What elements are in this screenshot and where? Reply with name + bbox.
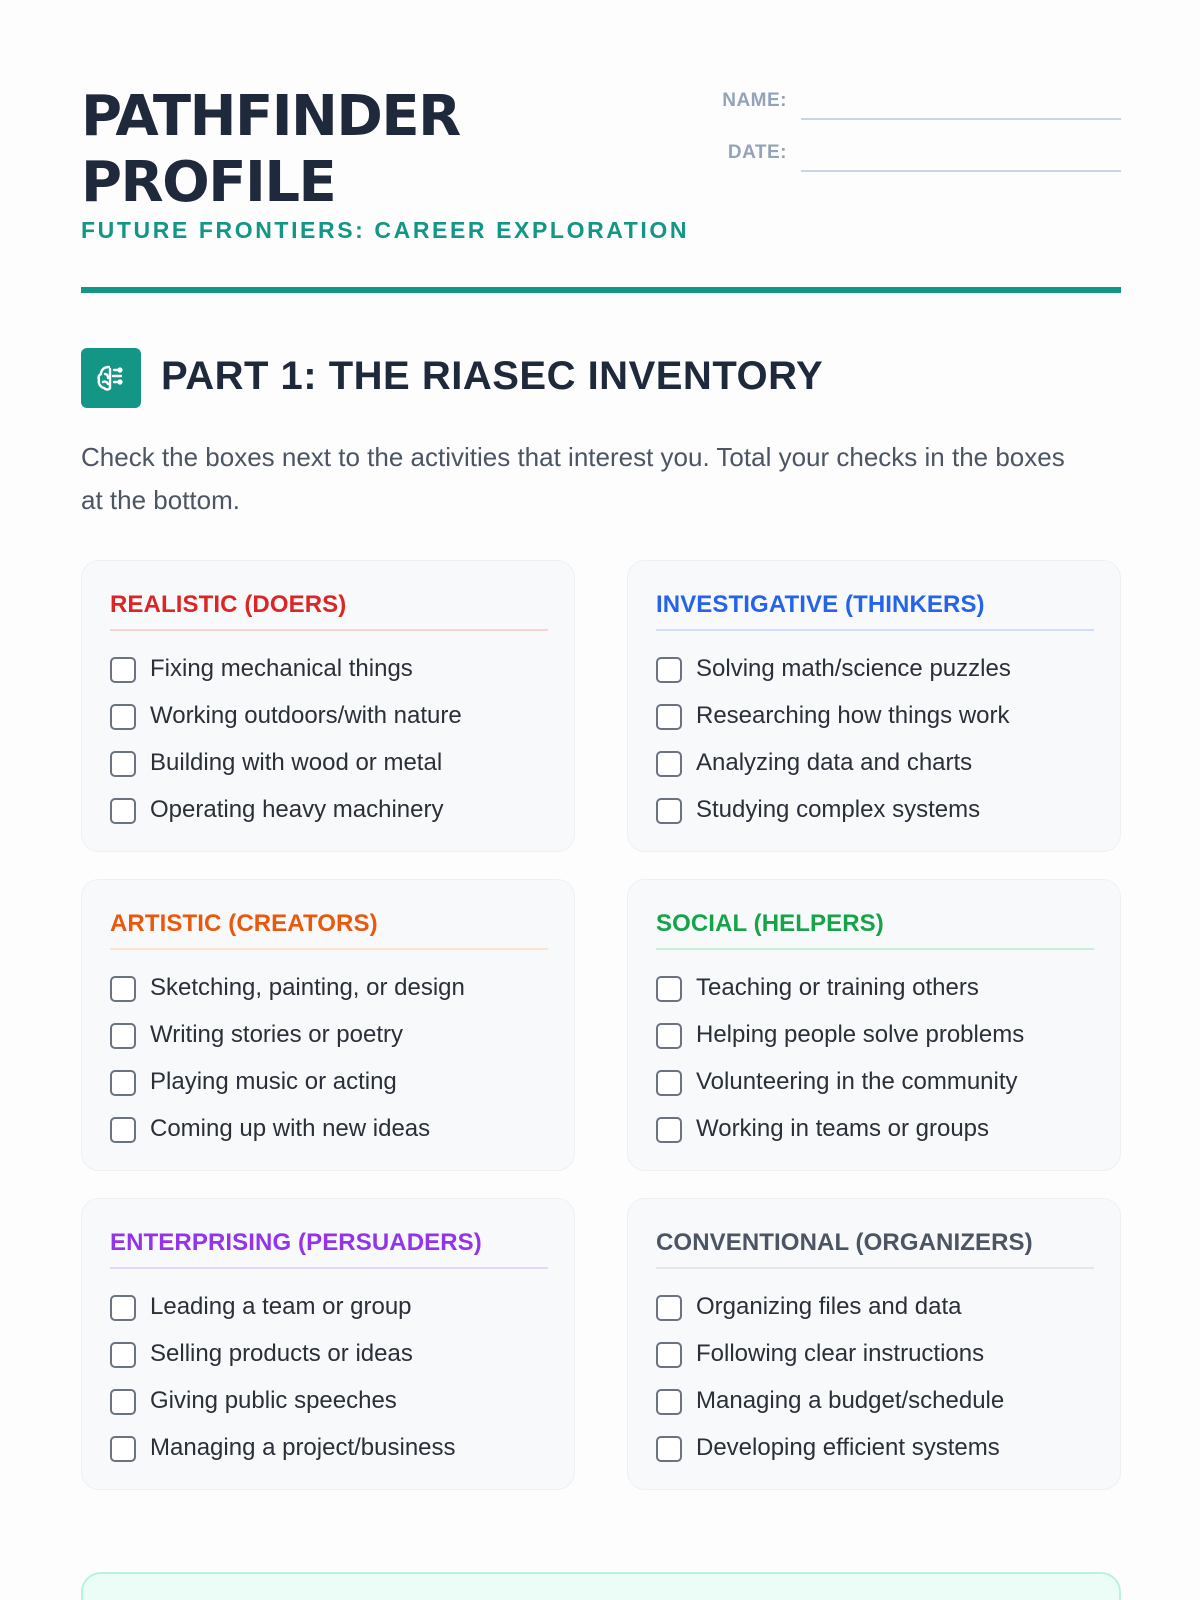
card-artistic [81, 879, 575, 1171]
card-investigative [627, 560, 1121, 852]
item-label: Researching how things work [696, 702, 1010, 729]
card-title: CONVENTIONAL (ORGANIZERS) [656, 1229, 1033, 1256]
card-title: ARTISTIC (CREATORS) [110, 910, 378, 937]
item-label: Analyzing data and charts [696, 749, 973, 776]
checkbox[interactable] [110, 1117, 136, 1143]
item-label: Leading a team or group [150, 1293, 412, 1320]
checkbox[interactable] [110, 1342, 136, 1368]
list-item[interactable] [110, 1385, 550, 1417]
list-item[interactable] [656, 1019, 1096, 1051]
checkbox[interactable] [656, 751, 682, 777]
list-item[interactable] [656, 1291, 1096, 1323]
brain-icon [81, 348, 141, 408]
date-line[interactable] [801, 170, 1121, 172]
item-label: Following clear instructions [696, 1340, 985, 1367]
checkbox[interactable] [110, 976, 136, 1002]
checkbox[interactable] [656, 657, 682, 683]
item-label: Managing a project/business [150, 1434, 456, 1461]
card-divider [110, 629, 548, 631]
item-label: Managing a budget/schedule [696, 1387, 1005, 1414]
header-divider [81, 287, 1121, 293]
checkbox[interactable] [110, 1070, 136, 1096]
list-item[interactable] [110, 1432, 550, 1464]
list-item[interactable] [110, 1066, 550, 1098]
list-item[interactable] [110, 1338, 550, 1370]
date-label: DATE: [727, 142, 787, 163]
card-social [627, 879, 1121, 1171]
name-field[interactable] [681, 84, 1121, 124]
section-header [81, 348, 1121, 408]
checkbox[interactable] [110, 657, 136, 683]
card-title: REALISTIC (DOERS) [110, 591, 347, 618]
list-item[interactable] [110, 972, 550, 1004]
checkbox[interactable] [656, 1070, 682, 1096]
list-item[interactable] [656, 1066, 1096, 1098]
list-item[interactable] [656, 1385, 1096, 1417]
list-item[interactable] [110, 1291, 550, 1323]
checkbox[interactable] [656, 976, 682, 1002]
card-divider [656, 948, 1094, 950]
card-enterprising [81, 1198, 575, 1490]
checkbox[interactable] [656, 1117, 682, 1143]
list-item[interactable] [110, 794, 550, 826]
item-label: Solving math/science puzzles [696, 655, 1011, 682]
list-item[interactable] [110, 747, 550, 779]
checkbox[interactable] [110, 1295, 136, 1321]
list-item[interactable] [110, 653, 550, 685]
item-label: Coming up with new ideas [150, 1115, 431, 1142]
item-label: Sketching, painting, or design [150, 974, 465, 1001]
checkbox[interactable] [656, 798, 682, 824]
page-subtitle: FUTURE FRONTIERS: CAREER EXPLORATION [81, 217, 690, 243]
name-label: NAME: [722, 90, 787, 111]
item-label: Working outdoors/with nature [150, 702, 462, 729]
checkbox[interactable] [110, 1389, 136, 1415]
list-item[interactable] [656, 972, 1096, 1004]
item-label: Playing music or acting [150, 1068, 397, 1095]
checkbox[interactable] [110, 704, 136, 730]
list-item[interactable] [110, 700, 550, 732]
list-item[interactable] [656, 747, 1096, 779]
card-conventional [627, 1198, 1121, 1490]
title-line-1: PATHFINDER [81, 84, 460, 149]
list-item[interactable] [656, 1113, 1096, 1145]
item-label: Selling products or ideas [150, 1340, 413, 1367]
checkbox[interactable] [110, 1436, 136, 1462]
card-title: ENTERPRISING (PERSUADERS) [110, 1229, 482, 1256]
item-label: Operating heavy machinery [150, 796, 444, 823]
list-item[interactable] [656, 700, 1096, 732]
list-item[interactable] [656, 1432, 1096, 1464]
item-label: Organizing files and data [696, 1293, 962, 1320]
page-title [81, 84, 641, 216]
checkbox[interactable] [656, 1436, 682, 1462]
checkbox[interactable] [110, 798, 136, 824]
checkbox[interactable] [110, 751, 136, 777]
item-label: Developing efficient systems [696, 1434, 1000, 1461]
item-label: Helping people solve problems [696, 1021, 1025, 1048]
card-divider [656, 629, 1094, 631]
header [81, 84, 1121, 294]
totals-panel [81, 1572, 1121, 1600]
section-title: PART 1: THE RIASEC INVENTORY [161, 354, 824, 398]
checkbox[interactable] [656, 704, 682, 730]
checkbox[interactable] [656, 1389, 682, 1415]
list-item[interactable] [656, 794, 1096, 826]
item-label: Fixing mechanical things [150, 655, 413, 682]
item-label: Working in teams or groups [696, 1115, 990, 1142]
worksheet-page [81, 0, 1121, 1600]
card-divider [110, 1267, 548, 1269]
instructions: Check the boxes next to the activities that interest you. Total your checks in the boxes at the bottom. [81, 442, 1065, 515]
card-divider [110, 948, 548, 950]
item-label: Studying complex systems [696, 796, 981, 823]
card-divider [656, 1267, 1094, 1269]
checkbox[interactable] [656, 1023, 682, 1049]
card-title: SOCIAL (HELPERS) [656, 910, 884, 937]
list-item[interactable] [656, 653, 1096, 685]
list-item[interactable] [110, 1019, 550, 1051]
checkbox[interactable] [110, 1023, 136, 1049]
checkbox[interactable] [656, 1295, 682, 1321]
list-item[interactable] [110, 1113, 550, 1145]
title-line-2: PROFILE [81, 150, 336, 215]
checkbox[interactable] [656, 1342, 682, 1368]
card-realistic [81, 560, 575, 852]
list-item[interactable] [656, 1338, 1096, 1370]
card-title: INVESTIGATIVE (THINKERS) [656, 591, 985, 618]
name-line[interactable] [801, 118, 1121, 120]
item-label: Giving public speeches [150, 1387, 397, 1414]
item-label: Volunteering in the community [696, 1068, 1018, 1095]
item-label: Teaching or training others [696, 974, 979, 1001]
date-field[interactable] [681, 136, 1121, 176]
item-label: Writing stories or poetry [150, 1021, 403, 1048]
item-label: Building with wood or metal [150, 749, 443, 776]
